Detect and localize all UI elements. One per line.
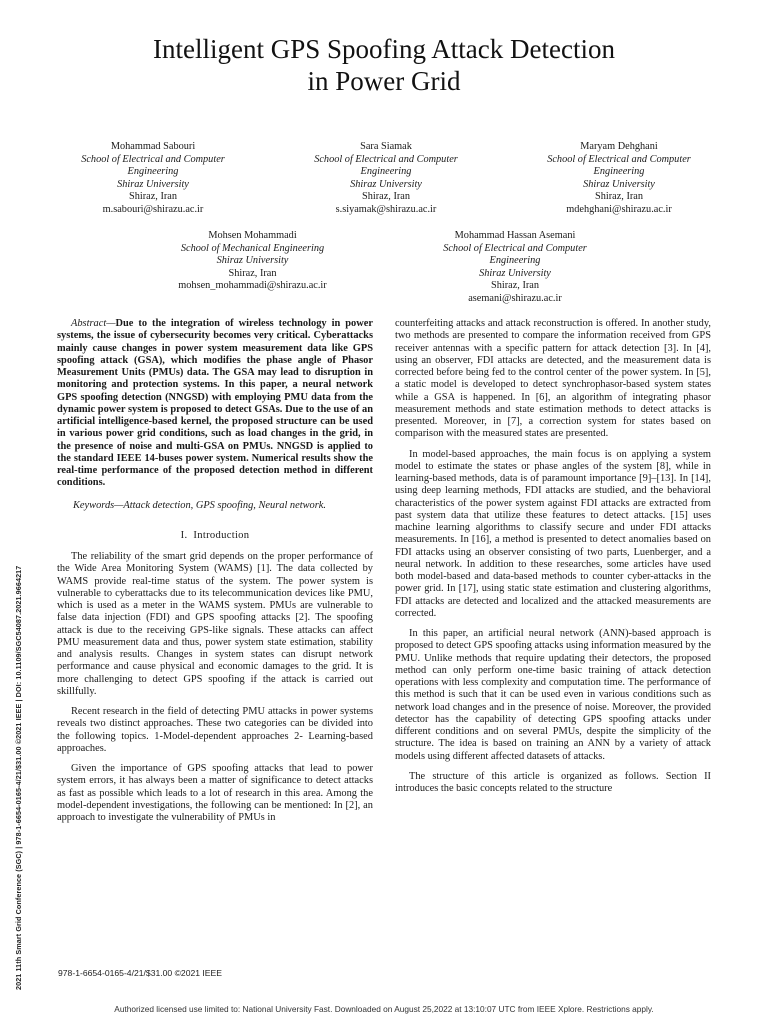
author-location: Shiraz, Iran xyxy=(361,191,411,203)
author-university: Shiraz University xyxy=(117,178,189,190)
left-column xyxy=(57,318,373,824)
author-location: Shiraz, Iran xyxy=(490,280,540,292)
author-affiliation: School of Mechanical Engineering xyxy=(180,242,325,254)
author-university: Shiraz University xyxy=(479,267,551,279)
body-paragraph: The reliability of the smart grid depends on the proper performance of the Wide Area Monitoring System (WAMS) [1]. The data collected by WAMS provide real-time status of the system. The power system is vulnerable to cyberattacks due to its telecommunication devices like PMU, which is used as a meter in the WAMS system. PMUs are vulnerable to false data injection (FDI) and GPS spoofing attacks [2]. The spoofing attack is due to the receiving GPS-like signals. These attacks can affect PMU measurement data and thus, power system state estimation, stability and analysis results. Changes in system states can disrupt network performance and cause physical and economic damages to the grid. It is more challenging to detect GPS spoofing if the attack is carried out skillfully. xyxy=(57,551,373,697)
section-heading-introduction xyxy=(57,530,373,542)
section-title: Introduction xyxy=(193,529,250,541)
body-paragraph: In this paper, an artificial neural network (ANN)-based approach is proposed to detect GPS spoofing attacks using information measured by the PMU. Unlike methods that require updating their detectors, the proposed method can only perform one-time basic training of attack detection operations with less complexity and computation time. The performance of this method is such that it can be used even in various conditions such as network load changes and in the presence of noise. Moreover, the provided detector has the capability of detecting GPS spoofing attacks under different conditions and on several PMUs, despite the simplicity of the structure. The idea is based on training an ANN by a variety of attack models using different affected datasets of attacks. xyxy=(395,628,711,762)
author-name: Sara Siamak xyxy=(360,141,412,152)
author-affiliation: School of Electrical and Computer Engineering xyxy=(443,242,587,267)
author-affiliation: School of Electrical and Computer Engineering xyxy=(314,153,458,178)
title-line-1: Intelligent GPS Spoofing Attack Detection xyxy=(153,34,615,64)
conference-side-note: 2021 11th Smart Grid Conference (SGC) | 978-1-6654-0165-4/21/$31.00 ©2021 IEEE | DOI: 10.1109/SGC54087.2021.9664217 xyxy=(14,565,23,990)
author-block-2 xyxy=(297,141,475,217)
author-block-3 xyxy=(530,141,708,217)
author-name: Mohammad Hassan Asemani xyxy=(454,230,576,241)
author-email[interactable]: s.siyamak@shirazu.ac.ir xyxy=(335,203,437,215)
author-location: Shiraz, Iran xyxy=(228,267,277,279)
author-location: Shiraz, Iran xyxy=(128,191,178,203)
license-notice: Authorized licensed use limited to: National University Fast. Downloaded on August 25,2022 at 13:10:07 UTC from IEEE Xplore. Restrictions apply. xyxy=(114,1004,654,1014)
author-email[interactable]: m.sabouri@shirazu.ac.ir xyxy=(102,203,204,215)
author-name: Maryam Dehghani xyxy=(580,141,658,152)
paper-title xyxy=(0,33,768,97)
author-university: Shiraz University xyxy=(216,255,289,267)
abstract-text: Due to the integration of wireless technology in power systems, the issue of cybersecurity becomes very critical. Cyberattacks mainly cause changes in power system measurement data like GPS spoofing attack (GSA), which modifies the phase angle of Phasor Measurement Units (PMUs) data. The GSA may lead to disruption in monitoring and protection systems. In this paper, a neural network GPS spoofing detection (NNGSD) with employing PMU data from the dynamic power system is proposed to detect GSAs. Due to the use of an artificial intelligence-based kernel, the proposed structure can be used in various power grid conditions, such as load changes in the grid, in the presence of noise and multi-GSA on PMUs. NNGSD is applied to the standard IEEE 14-buses power system. Numerical results show the real-time performance of the proposed detection method in different conditions. xyxy=(57,318,373,489)
author-affiliation: School of Electrical and Computer Engineering xyxy=(81,153,225,178)
section-number: I. xyxy=(180,529,188,541)
abstract xyxy=(57,318,373,490)
body-paragraph: In model-based approaches, the main focus is on applying a system model to estimate the states or phase angles of the system [8], while in learning-based methods, data is of paramount importance [9]–[13]. In [14], using deep learning methods, FDI attacks are studied, and the behavioral characteristics of the power system against FDI attacks are extracted from past system data that utilize these features to detect attacks. [15] uses machine learning algorithms to classify secure and under FDI attacks measurements. In [16], a method is presented to detect anomalies based on FDI attacks using an observer consisting of two parts, Luenberger, and a neural network. In addition to these researches, some articles have used both model-based and data-based methods to counter cyber-attacks in the power grid. In [17], using static state estimation and clustering algorithms, FDI attacks are detected and localized and the attacked measurements are corrected. xyxy=(395,448,711,619)
copyright-footnote: 978-1-6654-0165-4/21/$31.00 ©2021 IEEE xyxy=(58,968,223,978)
body-paragraph: The structure of this article is organized as follows. Section II introduces the basic concepts related to the structure xyxy=(395,770,711,794)
author-name: Mohsen Mohammadi xyxy=(208,230,297,241)
abstract-label: Abstract— xyxy=(71,318,116,329)
author-university: Shiraz University xyxy=(350,178,422,190)
author-affiliation: School of Electrical and Computer Engineering xyxy=(547,153,691,178)
body-paragraph: Recent research in the field of detecting PMU attacks in power systems reveals two distinct approaches. These two categories can be divided into the following topics. 1-Model-dependent approaches 2- Learning-based approaches. xyxy=(57,706,373,754)
author-block-1 xyxy=(64,141,242,217)
author-location: Shiraz, Iran xyxy=(594,191,644,203)
author-university: Shiraz University xyxy=(583,178,655,190)
author-email[interactable]: asemani@shirazu.ac.ir xyxy=(468,292,562,304)
author-name: Mohammad Sabouri xyxy=(110,141,196,152)
body-paragraph: counterfeiting attacks and attack reconstruction is offered. In another study, two methods are presented to compare the information received from GPS receiver antennas with a specific pattern for attack detection [3]. In [4], using an observer, FDI attacks are detected, and the measurement data is corrected before being fed to the control center of the power system. In [5], a static model is developed to detect synchrophasor-based system states while a GSA is happened. In [6], an algorithm of integrating phasor measurement methods and state estimation methods to detect attacks is presented. Moreover, in [7], a correction system for states based on comparison with the measured states are presented. xyxy=(395,318,711,440)
right-column xyxy=(395,318,711,795)
title-line-2: in Power Grid xyxy=(307,66,461,96)
author-email[interactable]: mohsen_mohammadi@shirazu.ac.ir xyxy=(178,280,327,292)
author-block-4 xyxy=(160,230,345,293)
author-block-5 xyxy=(425,230,605,306)
author-email[interactable]: mdehghani@shirazu.ac.ir xyxy=(566,203,672,215)
body-paragraph: Given the importance of GPS spoofing attacks that lead to power system errors, it has always been a matter of significance to detect attacks as fast as possible which leads to a lot of research in this area. Among the model-dependent investigations, the following can be mentioned: In [2], an approach to investigate the vulnerability of PMUs in xyxy=(57,763,373,823)
keywords: Keywords—Attack detection, GPS spoofing, Neural network. xyxy=(73,499,326,511)
